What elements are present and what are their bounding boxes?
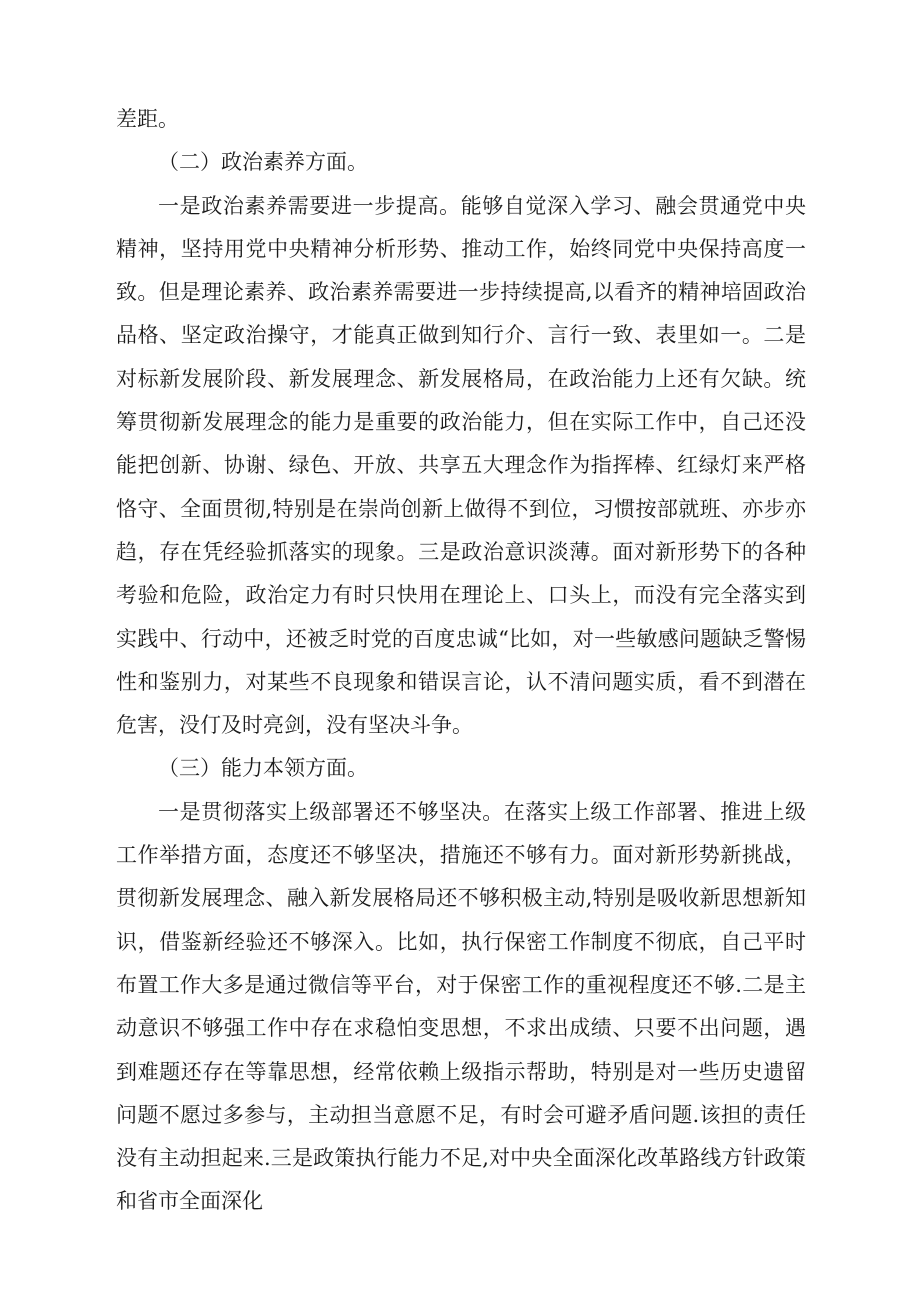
section-body-ability: 一是贯彻落实上级部署还不够坚决。在落实上级工作部署、推进上级工作举措方面，态度还不够坚决，措施还不够有力。面对新形势新挑战，贯彻新发展理念、融入新发展格局还不够积极主动,特别是吸收新思想新知识，借鉴新经验还不够深入。比如，执行保密工作制度不彻底，自己平时布置工作大多是通过微信等平台，对于保密工作的重视程度还不够.二是主动意识不够强工作中存在求稳怕变思想，不求出成绩、只要不出问题，遇到难题还存在等靠思想，经常依赖上级指示帮助，特别是对一些历史遗留问题不愿过多参与，主动担当意愿不足，有时会可避矛盾问题.该担的责任没有主动担起来.三是政策执行能力不足,对中央全面深化改革路线方针政策和省市全面深化 [116,799,806,1214]
section-body-political-quality: 一是政治素养需要进一步提高。能够自觉深入学习、融会贯通党中央精神，坚持用党中央精神分析形势、推动工作，始终同党中央保持高度一致。但是理论素养、政治素养需要进一步持续提高,以看齐的精神培固政治品格、坚定政治操守，才能真正做到知行介、言行一致、表里如一。二是对标新发展阶段、新发展理念、新发展格局，在政治能力上还有欠缺。统筹贯彻新发展理念的能力是重要的政治能力，但在实际工作中，自己还没能把创新、协谢、绿色、开放、共享五大理念作为指挥棒、红绿灯来严格恪守、全面贯彻,特别是在崇尚创新上做得不到位，习惯按部就班、亦步亦趋，存在凭经验抓落实的现象。三是政治意识淡薄。面对新形势下的各种考验和危险，政治定力有时只快用在理论上、口头上，而没有完全落实到实践中、行动中，还被乏时党的百度忠诚“比如，对一些敏感问题缺乏警惕性和鉴别力，对某些不良现象和错误言论，认不清问题实质，看不到潜在危害，没仃及时亮剑，没有坚决斗争。 [116,193,806,738]
opening-fragment: 差距。 [116,107,179,131]
document-content [116,98,806,1224]
section-heading-political-quality: （二）政治素养方面。 [158,150,368,175]
section-heading-ability: （三）能力本领方面。 [158,756,368,781]
